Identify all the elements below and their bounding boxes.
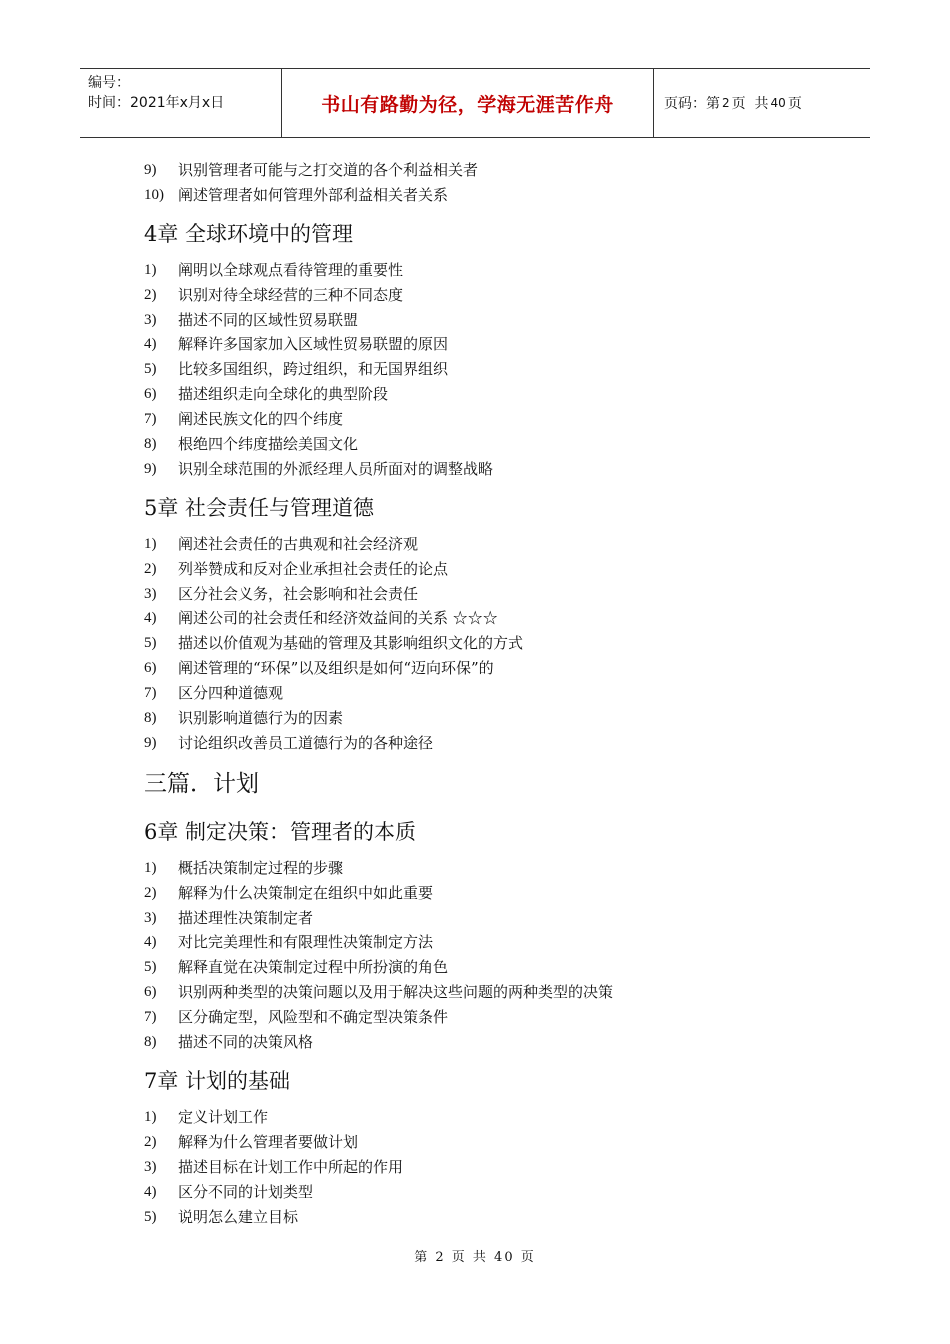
page-total: 40 [770,96,786,110]
page-middle: 页 共 [731,96,769,112]
item-number: 1) [144,859,157,876]
item-number: 6) [144,386,157,403]
list-item [144,432,844,457]
item-number: 2) [144,1133,157,1150]
item-text: 阐述管理的“环保”以及组织是如何“迈向环保”的 [178,659,494,678]
item-text: 阐明以全球观点看待管理的重要性 [178,260,404,279]
item-text: 描述不同的决策风格 [178,1033,314,1052]
item-text: 描述以价值观为基础的管理及其影响组织文化的方式 [178,634,524,653]
item-number: 5) [144,1208,157,1225]
item-text: 比较多国组织，跨过组织，和无国界组织 [178,360,449,379]
item-text: 描述组织走向全球化的典型阶段 [178,385,389,404]
list-item [144,681,844,706]
item-number: 6) [144,984,157,1001]
item-text: 阐述管理者如何管理外部利益相关者关系 [178,185,449,204]
list-item [144,332,844,357]
list-item [144,1105,844,1130]
item-text: 识别两种类型的决策问题以及用于解决这些问题的两种类型的决策 [178,983,614,1002]
item-text: 概括决策制定过程的步骤 [178,858,344,877]
list-item [144,183,844,208]
chapter-5-heading: 5章 社会责任与管理道德 [144,495,375,520]
list-item [144,1205,844,1230]
item-number: 7) [144,411,157,428]
list-item [144,357,844,382]
number-label: 编号： [88,75,130,91]
list-item [144,1155,844,1180]
item-number: 4) [144,1183,157,1200]
list-item [144,706,844,731]
item-number: 8) [144,1034,157,1051]
chapter-7-list [144,1105,844,1229]
item-number: 2) [144,884,157,901]
page-suffix: 页 [787,96,802,112]
item-text: 识别对待全球经营的三种不同态度 [178,285,404,304]
item-number: 3) [144,1158,157,1175]
item-number: 8) [144,710,157,727]
header-info [80,69,282,137]
item-text: 区分社会义务，社会影响和社会责任 [178,584,419,603]
list-item [144,856,844,881]
header-page-info [654,69,870,137]
chapter-4-heading: 4章 全球环境中的管理 [144,221,354,246]
item-text: 描述理性决策制定者 [178,908,314,927]
list-item [144,557,844,582]
list-item [144,158,844,183]
item-number: 6) [144,660,157,677]
item-number: 1) [144,535,157,552]
list-item [144,731,844,756]
list-item [144,980,844,1005]
page-prefix: 页码：第 [664,96,720,112]
item-text: 对比完美理性和有限理性决策制定方法 [178,933,434,952]
item-number: 9) [144,734,157,751]
item-text: 描述不同的区域性贸易联盟 [178,310,359,329]
item-text: 解释为什么决策制定在组织中如此重要 [178,883,434,902]
chapter-5-list [144,532,844,756]
date-label: 时间：2021年x月x日 [88,95,225,111]
list-item [144,1180,844,1205]
list-item [144,258,844,283]
header-motto-cell [282,69,654,137]
list-item [144,881,844,906]
item-number: 7) [144,685,157,702]
list-item [144,906,844,931]
item-text: 解释为什么管理者要做计划 [178,1132,359,1151]
page-footer: 第 2 页 共 40 页 [414,1250,536,1265]
list-item [144,606,844,631]
list-item [144,457,844,482]
list-item [144,930,844,955]
chapter-7-heading: 7章 计划的基础 [144,1068,291,1093]
part-3-heading: 三篇．计划 [144,770,259,797]
list-item [144,1130,844,1155]
item-text: 阐述民族文化的四个纬度 [178,410,344,429]
item-text: 阐述公司的社会责任和经济效益间的关系 ☆☆☆ [178,609,498,628]
item-number: 5) [144,635,157,652]
item-text: 识别全球范围的外派经理人员所面对的调整战略 [178,459,494,478]
item-number: 9) [144,162,157,178]
item-text: 区分确定型，风险型和不确定型决策条件 [178,1008,449,1027]
ch3-tail-list [144,158,844,208]
item-number: 7) [144,1009,157,1026]
list-item [144,582,844,607]
item-number: 9) [144,460,157,477]
item-number: 5) [144,361,157,378]
item-text: 根绝四个纬度描绘美国文化 [178,435,359,454]
chapter-4-list [144,258,844,482]
item-number: 1) [144,1108,157,1125]
item-text: 阐述社会责任的古典观和社会经济观 [178,534,419,553]
item-number: 3) [144,311,157,328]
item-text: 讨论组织改善员工道德行为的各种途径 [178,733,434,752]
item-text: 描述目标在计划工作中所起的作用 [178,1157,404,1176]
list-item [144,382,844,407]
item-number: 10) [144,186,164,203]
item-text: 解释许多国家加入区域性贸易联盟的原因 [178,335,449,354]
item-text: 解释直觉在决策制定过程中所扮演的角色 [178,958,449,977]
page-current: 2 [722,96,730,110]
page-header [80,68,870,138]
list-item [144,283,844,308]
chapter-6-heading: 6章 制定决策：管理者的本质 [144,819,417,844]
item-text: 列举赞成和反对企业承担社会责任的论点 [178,559,449,578]
item-number: 2) [144,286,157,303]
item-number: 8) [144,436,157,453]
list-item [144,1005,844,1030]
list-item [144,308,844,333]
motto: 书山有路勤为径，学海无涯苦作舟 [321,93,614,116]
item-number: 1) [144,261,157,278]
list-item [144,1030,844,1055]
item-number: 4) [144,610,157,627]
item-text: 说明怎么建立目标 [178,1207,299,1226]
list-item [144,631,844,656]
item-text: 识别管理者可能与之打交道的各个利益相关者 [178,161,479,179]
item-number: 4) [144,934,157,951]
list-item [144,955,844,980]
item-number: 2) [144,560,157,577]
document-body [144,158,844,1229]
item-text: 定义计划工作 [178,1107,269,1126]
item-number: 3) [144,909,157,926]
item-number: 3) [144,585,157,602]
item-text: 区分不同的计划类型 [178,1182,314,1201]
list-item [144,656,844,681]
item-text: 识别影响道德行为的因素 [178,709,344,728]
item-number: 5) [144,959,157,976]
chapter-6-list [144,856,844,1055]
item-number: 4) [144,336,157,353]
item-text: 区分四种道德观 [178,684,284,703]
list-item [144,532,844,557]
list-item [144,407,844,432]
